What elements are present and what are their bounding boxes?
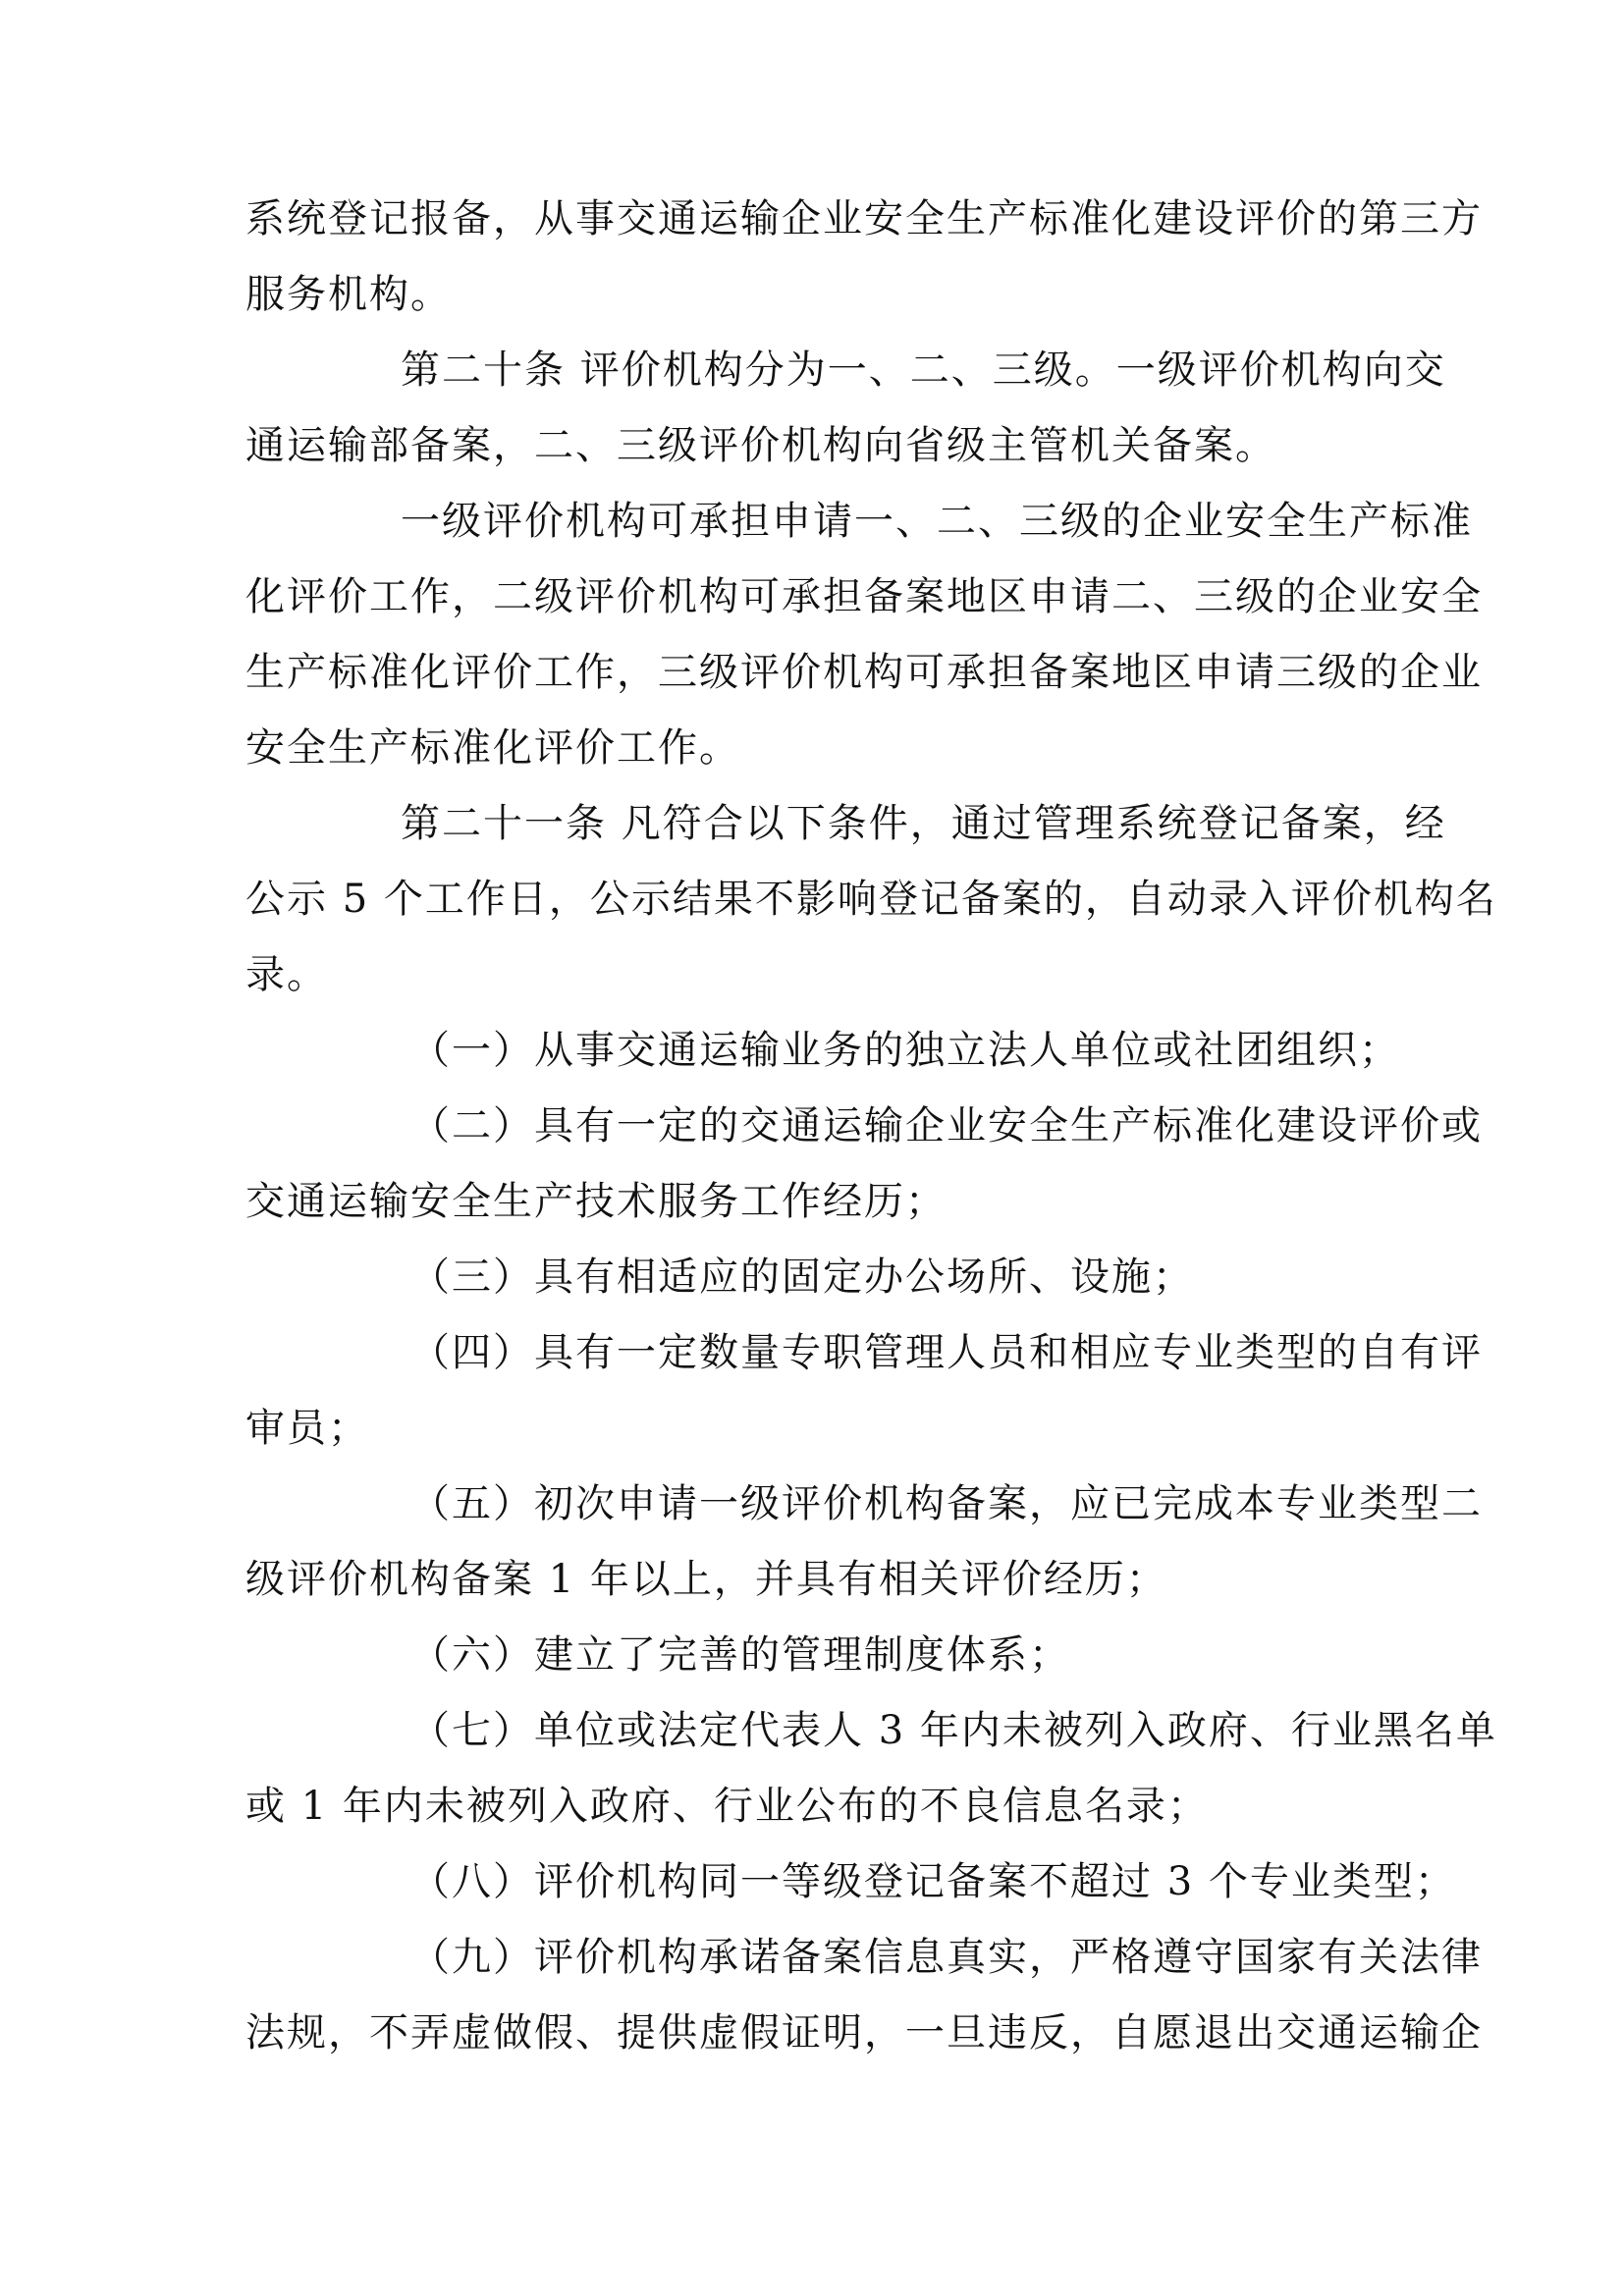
text-line: 级评价机构备案 1 年以上，并具有相关评价经历； (245, 1557, 1167, 1602)
text-line: 安全生产标准化评价工作。 (245, 725, 740, 771)
list-item-2: （二）具有一定的交通运输企业安全生产标准化建设评价或 (410, 1103, 1483, 1148)
text-line: 一级评价机构可承担申请一、二、三级的企业安全生产标准 (401, 499, 1473, 544)
text-line: 法规，不弄虚做假、提供虚假证明，一旦违反，自愿退出交通运输企 (245, 2010, 1483, 2056)
list-item-1: （一）从事交通运输业务的独立法人单位或社团组织； (410, 1028, 1400, 1073)
list-item-5: （五）初次申请一级评价机构备案，应已完成本专业类型二 (410, 1481, 1483, 1526)
text-line: 系统登记报备，从事交通运输企业安全生产标准化建设评价的第三方 (245, 196, 1483, 241)
text-line: 审员； (245, 1406, 369, 1451)
text-line: 交通运输安全生产技术服务工作经历； (245, 1179, 947, 1224)
list-item-7: （七）单位或法定代表人 3 年内未被列入政府、行业黑名单 (410, 1708, 1497, 1753)
article-21-heading-line: 第二十一条 凡符合以下条件，通过管理系统登记备案，经 (401, 801, 1446, 846)
list-item-4: （四）具有一定数量专职管理人员和相应专业类型的自有评 (410, 1330, 1483, 1375)
text-line: 服务机构。 (245, 272, 452, 317)
list-item-6: （六）建立了完善的管理制度体系； (410, 1632, 1070, 1678)
text-line: 化评价工作，二级评价机构可承担备案地区申请二、三级的企业安全 (245, 574, 1483, 619)
list-item-9: （九）评价机构承诺备案信息真实，严格遵守国家有关法律 (410, 1935, 1483, 1980)
text-line: 或 1 年内未被列入政府、行业公布的不良信息名录； (245, 1784, 1209, 1829)
article-20-heading-line: 第二十条 评价机构分为一、二、三级。一级评价机构向交 (401, 347, 1446, 393)
text-line: 录。 (245, 952, 328, 997)
text-line: 生产标准化评价工作，三级评价机构可承担备案地区申请三级的企业 (245, 650, 1483, 695)
list-item-3: （三）具有相适应的固定办公场所、设施； (410, 1255, 1194, 1300)
list-item-8: （八）评价机构同一等级登记备案不超过 3 个专业类型； (410, 1859, 1456, 1904)
text-line: 公示 5 个工作日，公示结果不影响登记备案的，自动录入评价机构名 (245, 877, 1497, 922)
text-line: 通运输部备案，二、三级评价机构向省级主管机关备案。 (245, 423, 1276, 468)
